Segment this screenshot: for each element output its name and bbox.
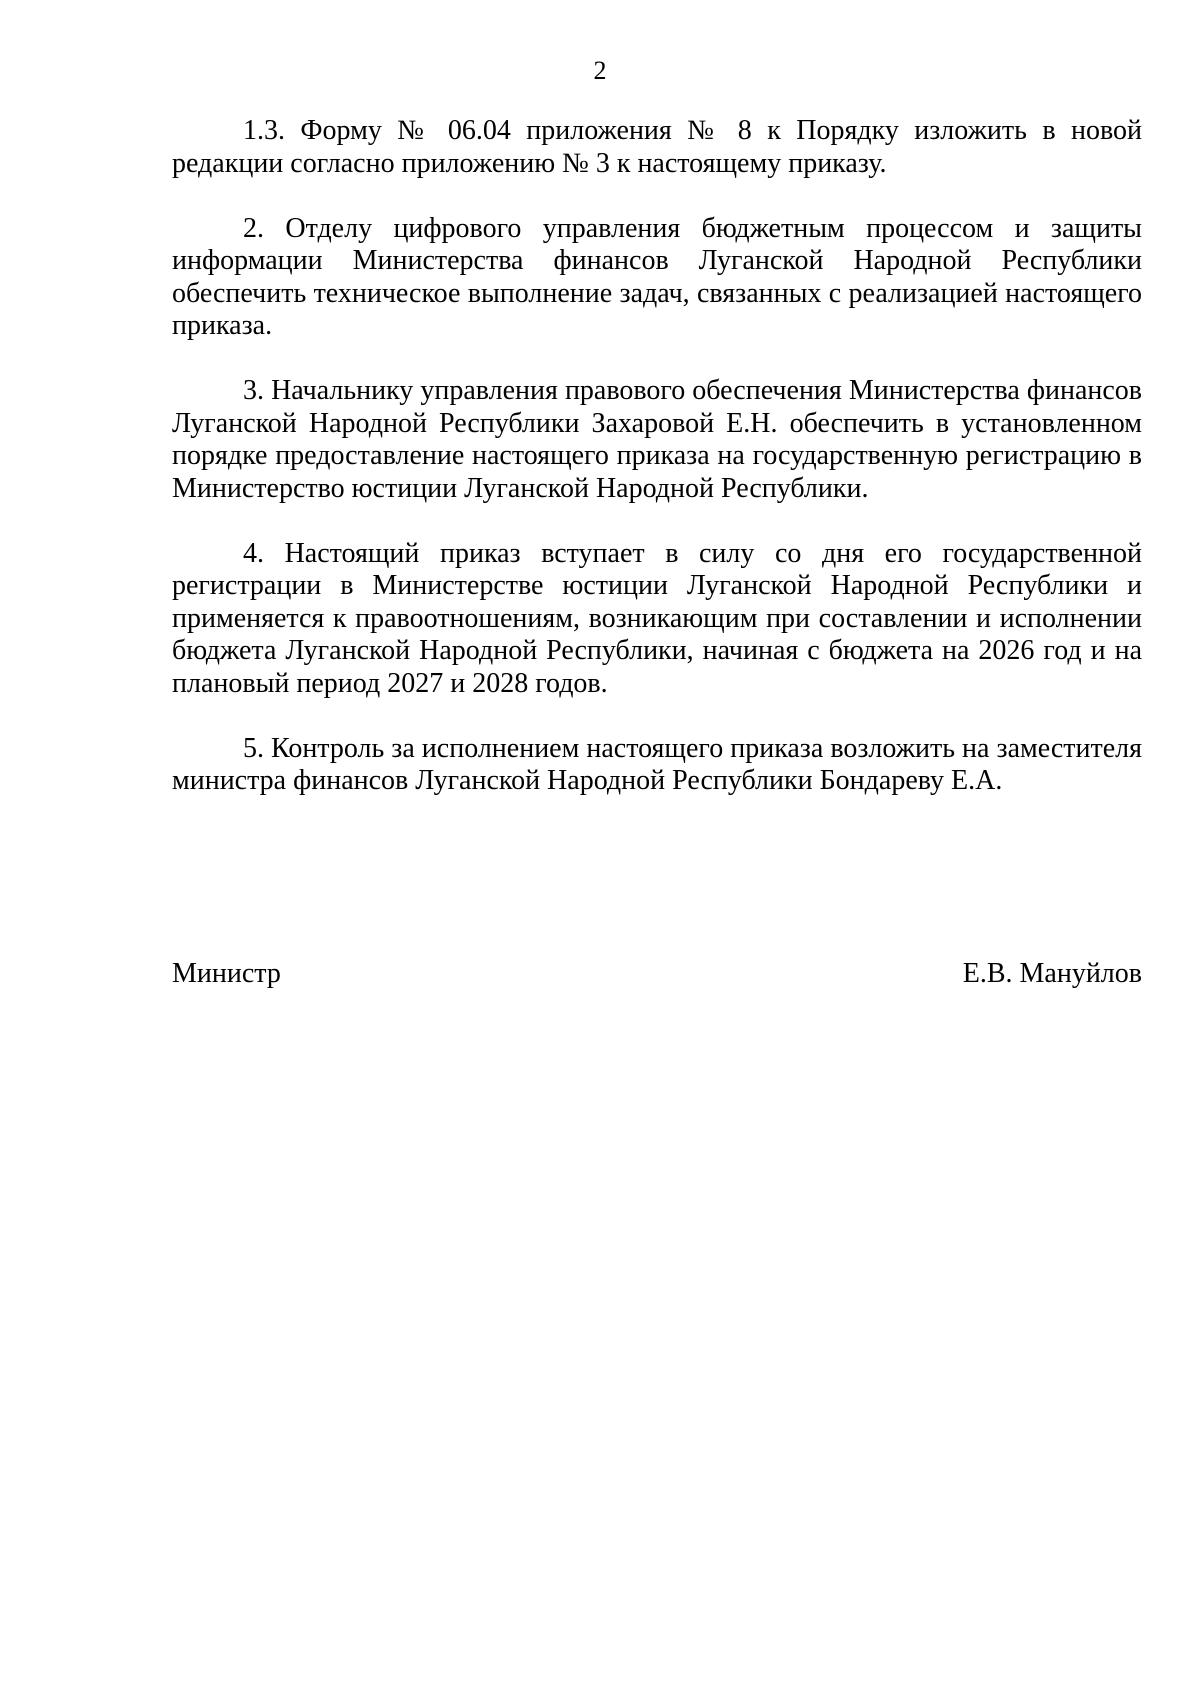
signature-name: Е.В. Мануйлов — [962, 958, 1142, 989]
paragraph-5: 5. Контроль за исполнением настоящего приказа возложить на заместителя министра финансов Луганской Народной Республики Бондареву Е.А. — [172, 732, 1142, 796]
paragraph-3: 3. Начальнику управления правового обеспечения Министерства финансов Луганской Народной Республики Захаровой Е.Н. обеспечить в установленном порядке предоставление настоящего приказа на государственную регистрацию в Министерство юстиции Луганской Народной Республики. — [172, 375, 1142, 504]
paragraph-1-3: 1.3. Форму № 06.04 приложения № 8 к Порядку изложить в новой редакции согласно приложению № 3 к настоящему приказу. — [172, 115, 1142, 179]
page-number: 2 — [593, 56, 607, 85]
document-body — [172, 115, 1142, 830]
paragraph-4: 4. Настоящий приказ вступает в силу со дня его государственной регистрации в Министерстве юстиции Луганской Народной Республики и применяется к правоотношениям, возникающим при составлении и исполнении бюджета Луганской Народной Республики, начиная с бюджета на 2026 год и на плановый период 2027 и 2028 годов. — [172, 537, 1142, 699]
signature-position: Министр — [172, 958, 281, 989]
paragraph-2: 2. Отделу цифрового управления бюджетным процессом и защиты информации Министерства финансов Луганской Народной Республики обеспечить техническое выполнение задач, связанных с реализацией настоящего приказа. — [172, 212, 1142, 341]
signature-block — [172, 958, 1142, 990]
